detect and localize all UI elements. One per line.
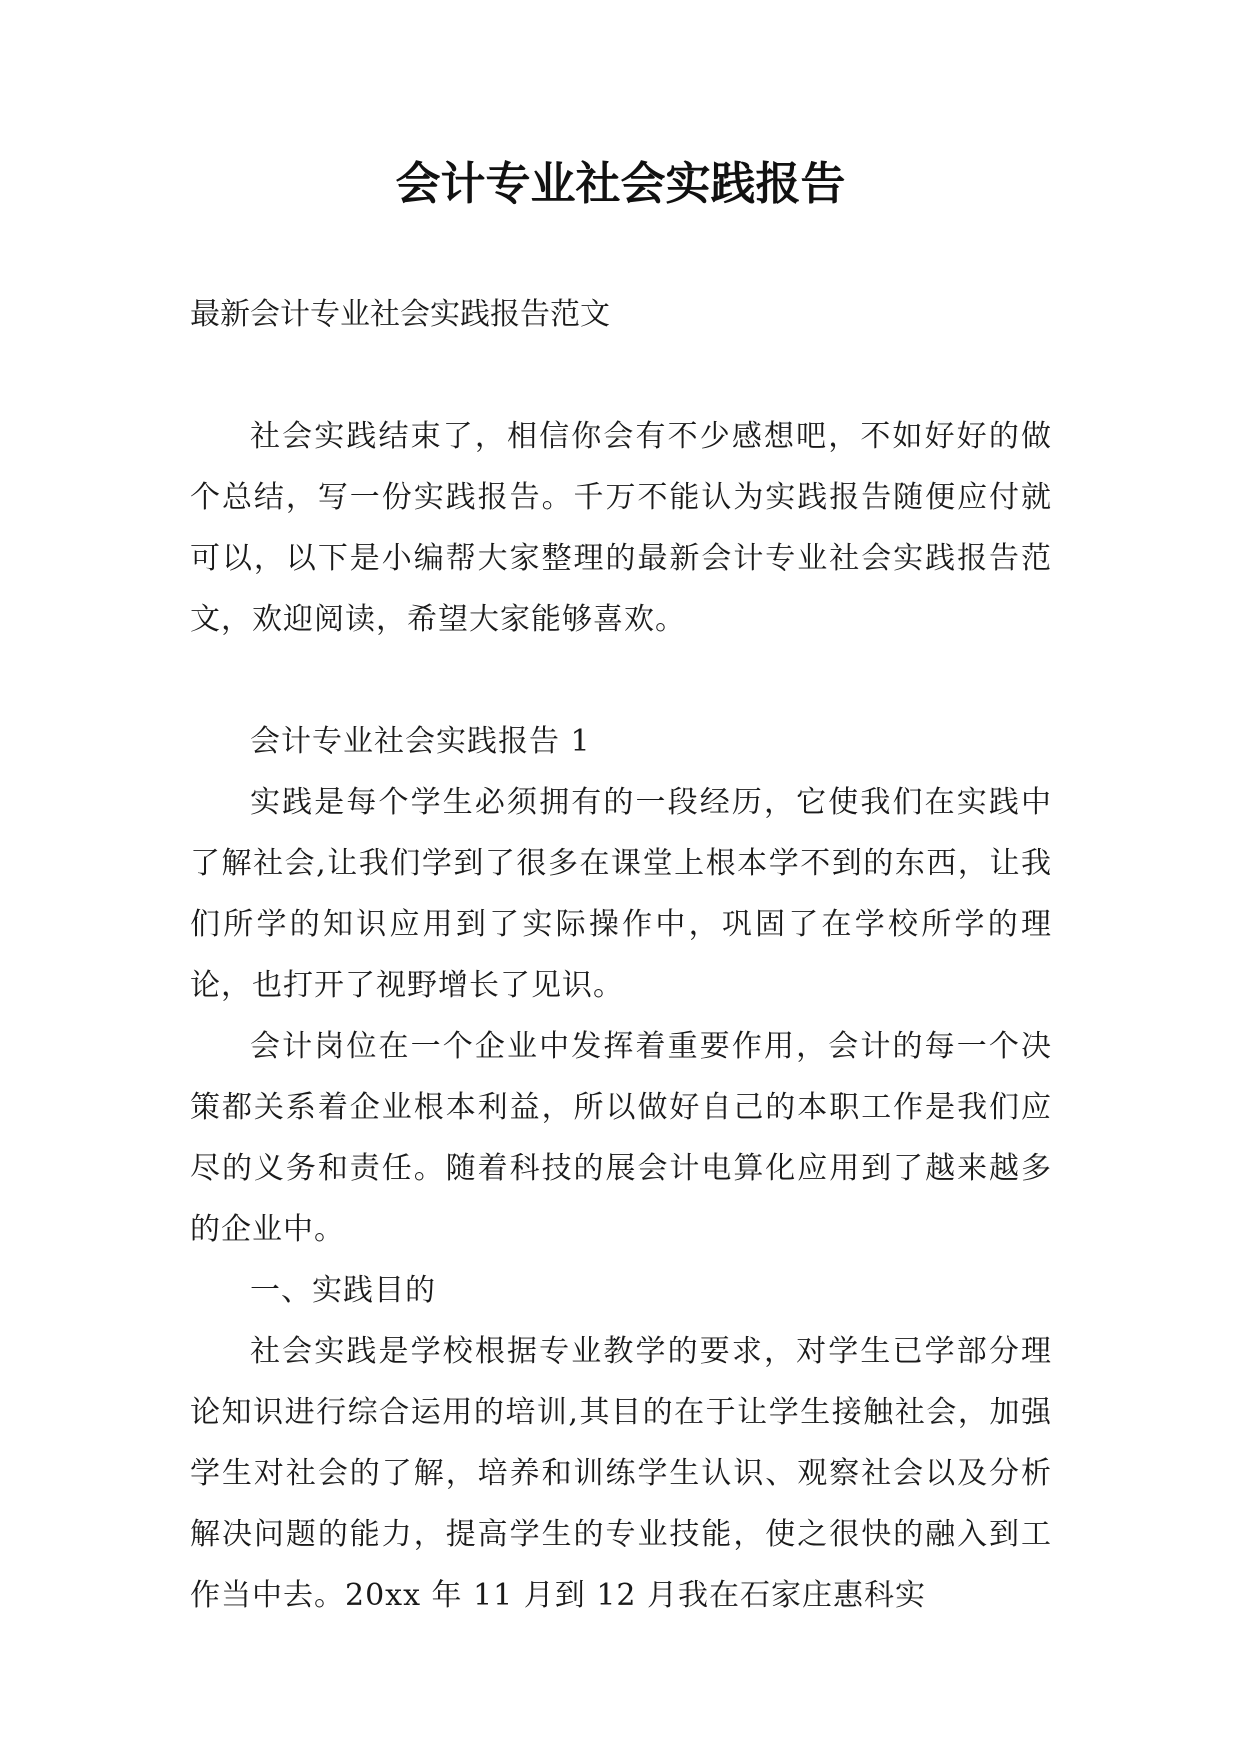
body-paragraph: 实践是每个学生必须拥有的一段经历，它使我们在实践中了解社会,让我们学到了很多在课堂上根本学不到的东西，让我们所学的知识应用到了实际操作中，巩固了在学校所学的理论，也打开了视野增长了见识。 bbox=[190, 785, 1052, 1003]
body-paragraph: 社会实践是学校根据专业教学的要求，对学生已学部分理论知识进行综合运用的培训,其目的在于让学生接触社会，加强学生对社会的了解，培养和训练学生认识、观察社会以及分析解决问题的能力，提高学生的专业技能，使之很快的融入到工作当中去。20xx 年 11 月到 12 月我在石家庄惠科实 bbox=[190, 1334, 1052, 1613]
section-heading: 会计专业社会实践报告 1 bbox=[250, 724, 591, 759]
subsection-heading: 一、实践目的 bbox=[250, 1273, 436, 1308]
document-body bbox=[190, 406, 1052, 1626]
body-paragraph: 会计岗位在一个企业中发挥着重要作用，会计的每一个决策都关系着企业根本利益，所以做好自己的本职工作是我们应尽的义务和责任。随着科技的展会计电算化应用到了越来越多的企业中。 bbox=[190, 1029, 1052, 1247]
document-title: 会计专业社会实践报告 bbox=[395, 157, 846, 210]
intro-paragraph: 社会实践结束了，相信你会有不少感想吧，不如好好的做个总结，写一份实践报告。千万不能认为实践报告随便应付就可以，以下是小编帮大家整理的最新会计专业社会实践报告范文，欢迎阅读，希望大家能够喜欢。 bbox=[190, 419, 1052, 637]
document-subtitle: 最新会计专业社会实践报告范文 bbox=[190, 297, 610, 332]
